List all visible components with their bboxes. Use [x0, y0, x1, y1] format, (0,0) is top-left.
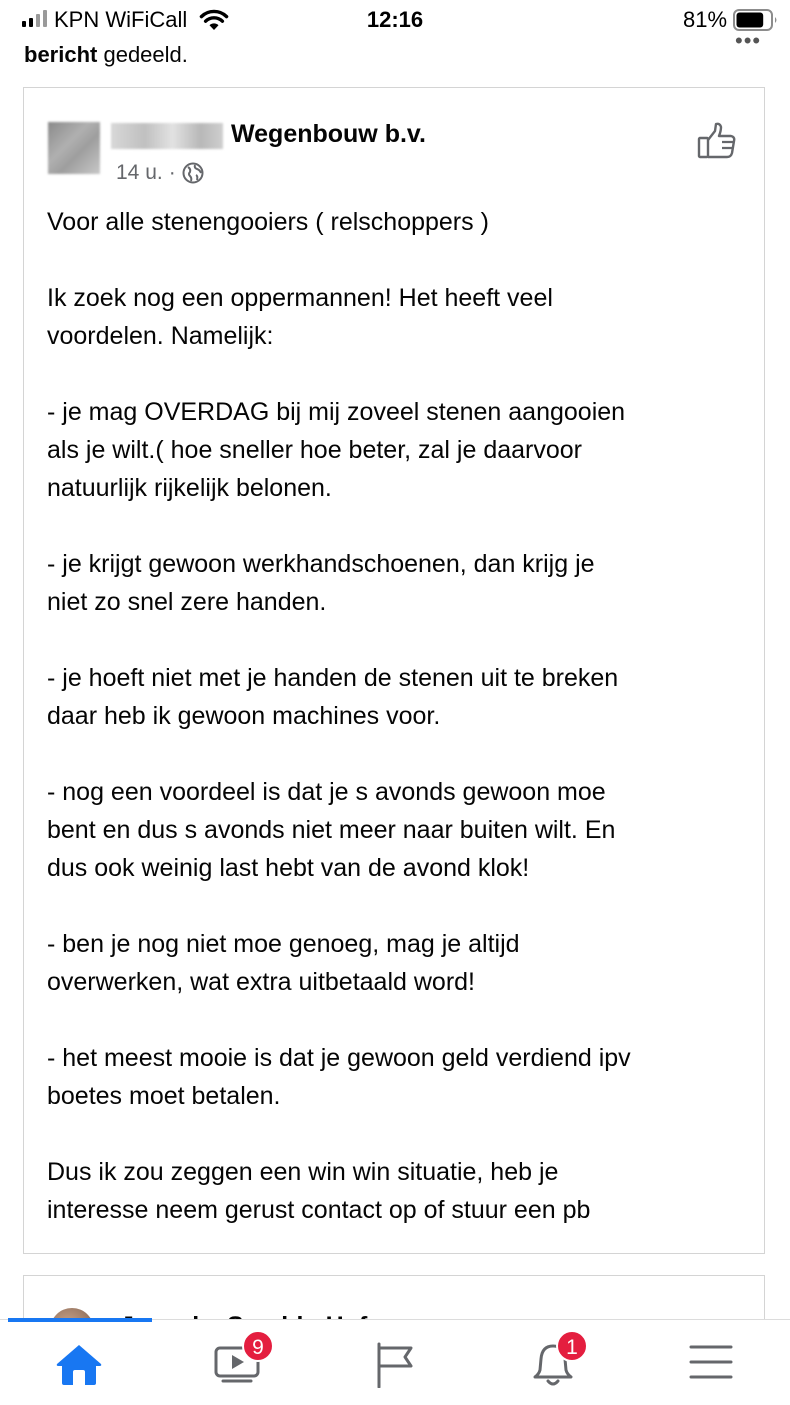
- bottom-nav: [0, 1319, 790, 1405]
- home-icon: [54, 1342, 104, 1386]
- post-paragraph: - nog een voordeel is dat je s avonds gewoon moe bent en dus s avonds niet meer naar buiten wilt. En dus ook weinig last hebt van de avond klok!: [47, 778, 616, 882]
- post-paragraph: Dus ik zou zeggen een win win situatie, heb je interesse neem gerust contact op of stuur een pb: [47, 1158, 591, 1224]
- post-body: [47, 203, 747, 1229]
- flag-icon: [373, 1342, 417, 1388]
- more-options-icon[interactable]: •••: [735, 28, 762, 53]
- carrier-label: KPN WiFiCall: [54, 7, 188, 32]
- share-line-rest: gedeeld.: [97, 42, 188, 67]
- globe-icon: [182, 162, 204, 184]
- nav-notifications[interactable]: [474, 1320, 632, 1405]
- author-name[interactable]: Wegenbouw b.v.: [231, 120, 426, 148]
- post-paragraph: - het meest mooie is dat je gewoon geld verdiend ipv boetes moet betalen.: [47, 1044, 631, 1110]
- nav-menu[interactable]: [632, 1320, 790, 1405]
- blurred-name: [111, 123, 223, 149]
- clock: 12:16: [366, 7, 424, 32]
- post-time[interactable]: 14 u.: [116, 161, 163, 184]
- notifications-badge: 1: [556, 1330, 588, 1362]
- post-paragraph: - ben je nog niet moe genoeg, mag je altijd overwerken, wat extra uitbetaald word!: [47, 930, 520, 996]
- post-paragraph: - je hoeft niet met je handen de stenen uit te breken daar heb ik gewoon machines voor.: [47, 664, 619, 730]
- post-paragraph: Voor alle stenengooiers ( relschoppers ): [47, 208, 489, 236]
- author-avatar[interactable]: [48, 122, 100, 174]
- meta-separator: ·: [168, 161, 176, 184]
- share-line-bold: bericht: [24, 42, 98, 67]
- menu-icon: [688, 1342, 734, 1382]
- status-bar: [0, 0, 790, 40]
- post-card: [23, 87, 765, 1254]
- like-icon[interactable]: [696, 120, 738, 162]
- nav-pages[interactable]: [316, 1320, 474, 1405]
- battery-percent: 81%: [683, 7, 728, 32]
- share-line: [24, 42, 188, 68]
- nav-home[interactable]: [0, 1320, 158, 1405]
- video-badge: 9: [242, 1330, 274, 1362]
- post-paragraph: - je mag OVERDAG bij mij zoveel stenen aangooien als je wilt.( hoe sneller hoe beter, zal je daarvoor natuurlijk rijkelijk belonen.: [47, 398, 626, 502]
- post-paragraph: - je krijgt gewoon werkhandschoenen, dan krijg je niet zo snel zere handen.: [47, 550, 595, 616]
- post-meta: [116, 161, 204, 185]
- post-paragraph: Ik zoek nog een oppermannen! Het heeft veel voordelen. Namelijk:: [47, 284, 553, 350]
- nav-video[interactable]: [158, 1320, 316, 1405]
